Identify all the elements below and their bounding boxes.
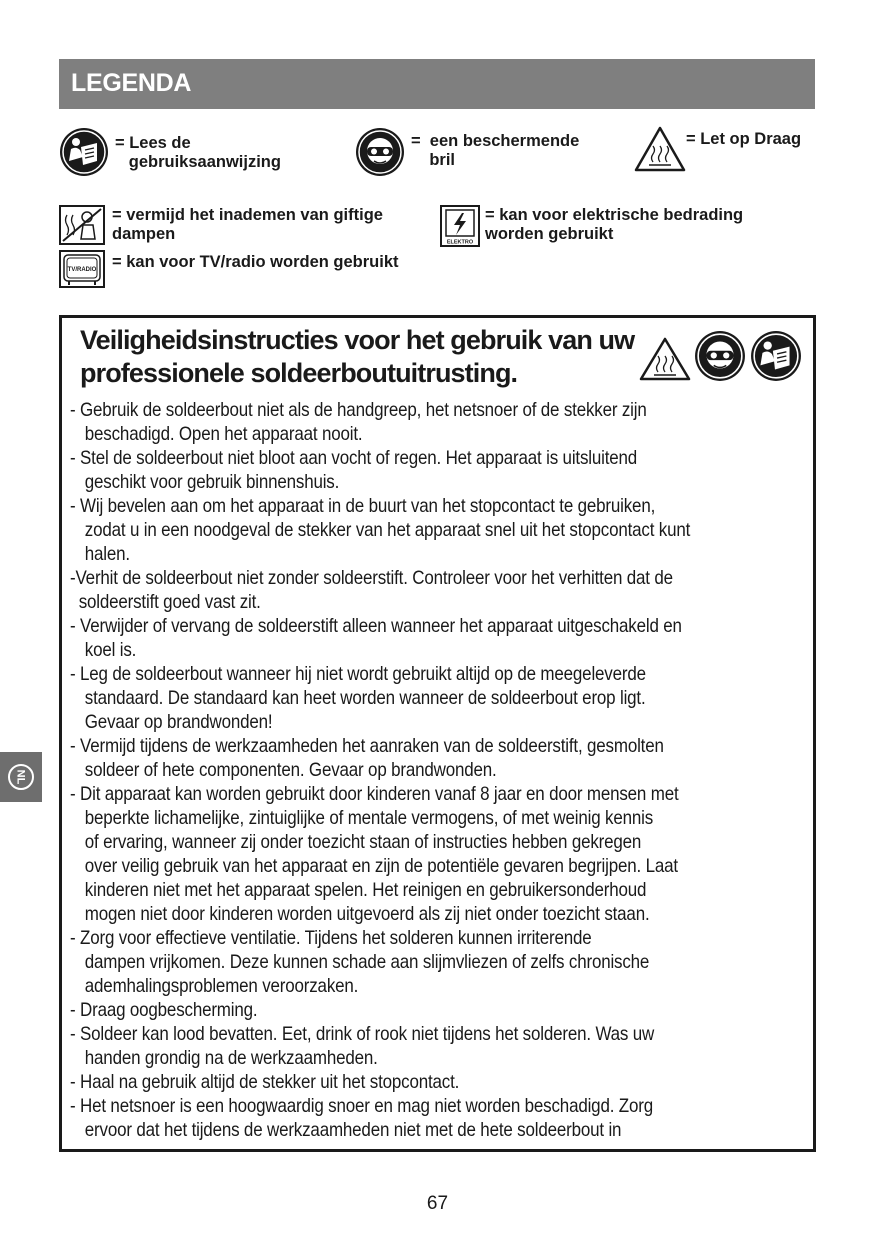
instruction-item: - Zorg voor effectieve ventilatie. Tijdens het solderen kunnen irriterende dampen vrijkomen. Deze kunnen schade aan slijmvliezen of zelfs chronische ademhalingsproblemen veroorzaken.: [70, 927, 650, 997]
legend-header: [59, 59, 815, 109]
goggles-icon: [355, 127, 405, 177]
safety-title: Veiligheidsinstructies voor het gebruik van uw professionele soldeerboutuitrusting.: [80, 325, 635, 388]
hot-surface-warning-icon: [639, 336, 691, 382]
language-tab-label: NL: [14, 769, 27, 785]
legend-item-hot-warning: = Let op Draag: [686, 130, 802, 148]
page-number: 67: [426, 1193, 449, 1214]
instruction-item: - Leg de soldeerbout wanneer hij niet wordt gebruikt altijd op de meegeleverde standaard. De standaard kan heet worden wanneer de soldeerbout erop ligt. Gevaar op brandwonden!: [70, 663, 646, 733]
legend-item-tv-radio: = kan voor TV/radio worden gebruikt: [112, 253, 399, 271]
language-tab-circle: [8, 764, 34, 790]
instruction-item: - Wij bevelen aan om het apparaat in de buurt van het stopcontact te gebruiken, zodat u in een noodgeval de stekker van het apparaat snel uit het stopcontact kunt halen.: [70, 495, 691, 565]
instruction-list: [70, 398, 805, 1142]
manual-icon: [750, 330, 802, 382]
instruction-item: - Het netsnoer is een hoogwaardig snoer en mag niet worden beschadigd. Zorg ervoor dat het tijdens de werkzaamheden niet met de hete soldeerbout in: [70, 1095, 653, 1141]
instruction-item: - Haal na gebruik altijd de stekker uit het stopcontact.: [70, 1071, 460, 1093]
instruction-item: - Vermijd tijdens de werkzaamheden het aanraken van de soldeerstift, gesmolten soldeer of hete componenten. Gevaar op brandwonden.: [70, 735, 664, 781]
instruction-item: - Verwijder of vervang de soldeerstift alleen wanneer het apparaat uitgeschakeld en koel is.: [70, 615, 682, 661]
instruction-item: - Stel de soldeerbout niet bloot aan vocht of regen. Het apparaat is uitsluitend geschikt voor gebruik binnenshuis.: [70, 447, 638, 493]
electric-wiring-icon: [440, 205, 480, 247]
instruction-item: -Verhit de soldeerbout niet zonder soldeerstift. Controleer voor het verhitten dat de soldeerstift goed vast zit.: [70, 567, 673, 613]
instruction-item: - Draag oogbescherming.: [70, 999, 258, 1021]
hot-surface-warning-icon: [634, 125, 686, 173]
electric-icon-label: ELEKTRO: [446, 239, 474, 246]
goggles-icon: [694, 330, 746, 382]
instruction-item: - Gebruik de soldeerbout niet als de handgreep, het netsnoer of de stekker zijn beschadigd. Open het apparaat nooit.: [70, 399, 647, 445]
legend-item-no-fumes: = vermijd het inademen van giftige dampen: [112, 206, 383, 243]
language-tab: [0, 752, 42, 802]
legend-title: LEGENDA: [71, 69, 192, 97]
manual-icon: [59, 127, 109, 177]
legend-item-electric: = kan voor elektrische bedrading worden gebruikt: [485, 206, 744, 243]
safety-instructions-box: [59, 315, 816, 1152]
legend-item-goggles: = een beschermende bril: [411, 132, 580, 169]
legend-item-manual: = Lees de gebruiksaanwijzing: [115, 134, 281, 171]
tv-radio-icon-label: TV/RADIO: [67, 267, 97, 273]
no-fumes-icon: [59, 205, 105, 245]
instruction-item: - Soldeer kan lood bevatten. Eet, drink of rook niet tijdens het solderen. Was uw handen grondig na de werkzaamheden.: [70, 1023, 655, 1069]
tv-radio-icon: [59, 250, 105, 288]
instruction-item: - Dit apparaat kan worden gebruikt door kinderen vanaf 8 jaar en door mensen met beperkte lichamelijke, zintuiglijke of mentale vermogens, of met weinig kennis of ervaring, wanneer zij onder toezicht staan of instructies hebben gekregen over veilig gebruik van het apparaat en zijn de potentiële gevaren begrijpen. Laat kinderen niet met het apparaat spelen. Het reinigen en gebruikersonderhoud mogen niet door kinderen worden uitgevoerd als zij niet onder toezicht staan.: [70, 783, 679, 925]
